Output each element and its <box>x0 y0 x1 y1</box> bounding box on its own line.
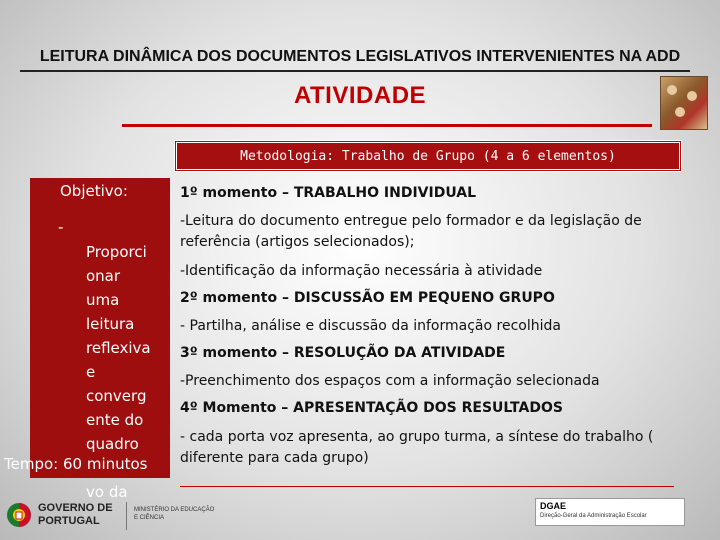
figure-head <box>675 107 685 117</box>
activity-title: ATIVIDADE <box>293 82 427 109</box>
objective-line: uma <box>86 291 120 309</box>
dgae-logo <box>535 498 685 526</box>
objective-label: Objetivo: <box>60 182 128 200</box>
step-2-item-1: - Partilha, análise e discussão da informação recolhida <box>180 318 561 334</box>
step-4-heading: 4º Momento – APRESENTAÇÃO DOS RESULTADOS <box>180 400 563 416</box>
figure-head <box>667 85 677 95</box>
dgae-subtitle: Direção-Geral da Administração Escolar <box>540 513 647 519</box>
ministry-name <box>134 506 214 522</box>
step-3-heading: 3º momento – RESOLUÇÃO DA ATIVIDADE <box>180 345 506 361</box>
gov-line: PORTUGAL <box>38 515 100 527</box>
footer-divider <box>180 486 674 487</box>
government-logo <box>4 498 224 538</box>
objective-line: ente do <box>86 411 144 429</box>
dgae-title: DGAE <box>540 501 567 511</box>
painting-thumbnail <box>660 76 708 130</box>
step-1-heading: 1º momento – TRABALHO INDIVIDUAL <box>180 185 477 201</box>
methodology-banner: Metodologia: Trabalho de Grupo (4 a 6 elementos) <box>174 140 682 172</box>
objective-line: quadro <box>86 435 139 453</box>
time-label: Tempo: 60 minutos <box>4 455 148 473</box>
objective-line: e <box>86 363 96 381</box>
objective-line: leitura <box>86 315 135 333</box>
gov-line: GOVERNO DE <box>38 502 113 514</box>
step-1-item-1: -Leitura do documento entregue pelo formador e da legislação de referência (artigos selecionados); <box>180 213 642 250</box>
portugal-shield-icon <box>6 500 32 530</box>
objective-line: vo da <box>86 483 128 501</box>
government-name <box>38 502 113 528</box>
red-divider <box>122 124 652 127</box>
logo-separator <box>126 502 127 530</box>
step-4-item-1: - cada porta voz apresenta, ao grupo turma, a síntese do trabalho ( diferente para cada grupo) <box>180 429 654 466</box>
main-title: LEITURA DINÂMICA DOS DOCUMENTOS LEGISLATIVOS INTERVENIENTES NA ADD <box>39 48 681 65</box>
objective-dash: - <box>58 218 64 236</box>
ministry-line: E CIÊNCIA <box>134 515 165 521</box>
title-underline <box>20 70 690 72</box>
ministry-line: MINISTÉRIO DA EDUCAÇÃO <box>134 507 215 513</box>
figure-head <box>687 91 697 101</box>
step-2-heading: 2º momento – DISCUSSÃO EM PEQUENO GRUPO <box>180 290 555 306</box>
step-1-item-2: -Identificação da informação necessária à atividade <box>180 263 543 279</box>
objective-line: converg <box>86 387 147 405</box>
step-3-item-1: -Preenchimento dos espaços com a informação selecionada <box>180 373 600 389</box>
objective-line: onar <box>86 267 121 285</box>
objective-line: reflexiva <box>86 339 151 357</box>
objective-line: Proporci <box>86 243 147 261</box>
